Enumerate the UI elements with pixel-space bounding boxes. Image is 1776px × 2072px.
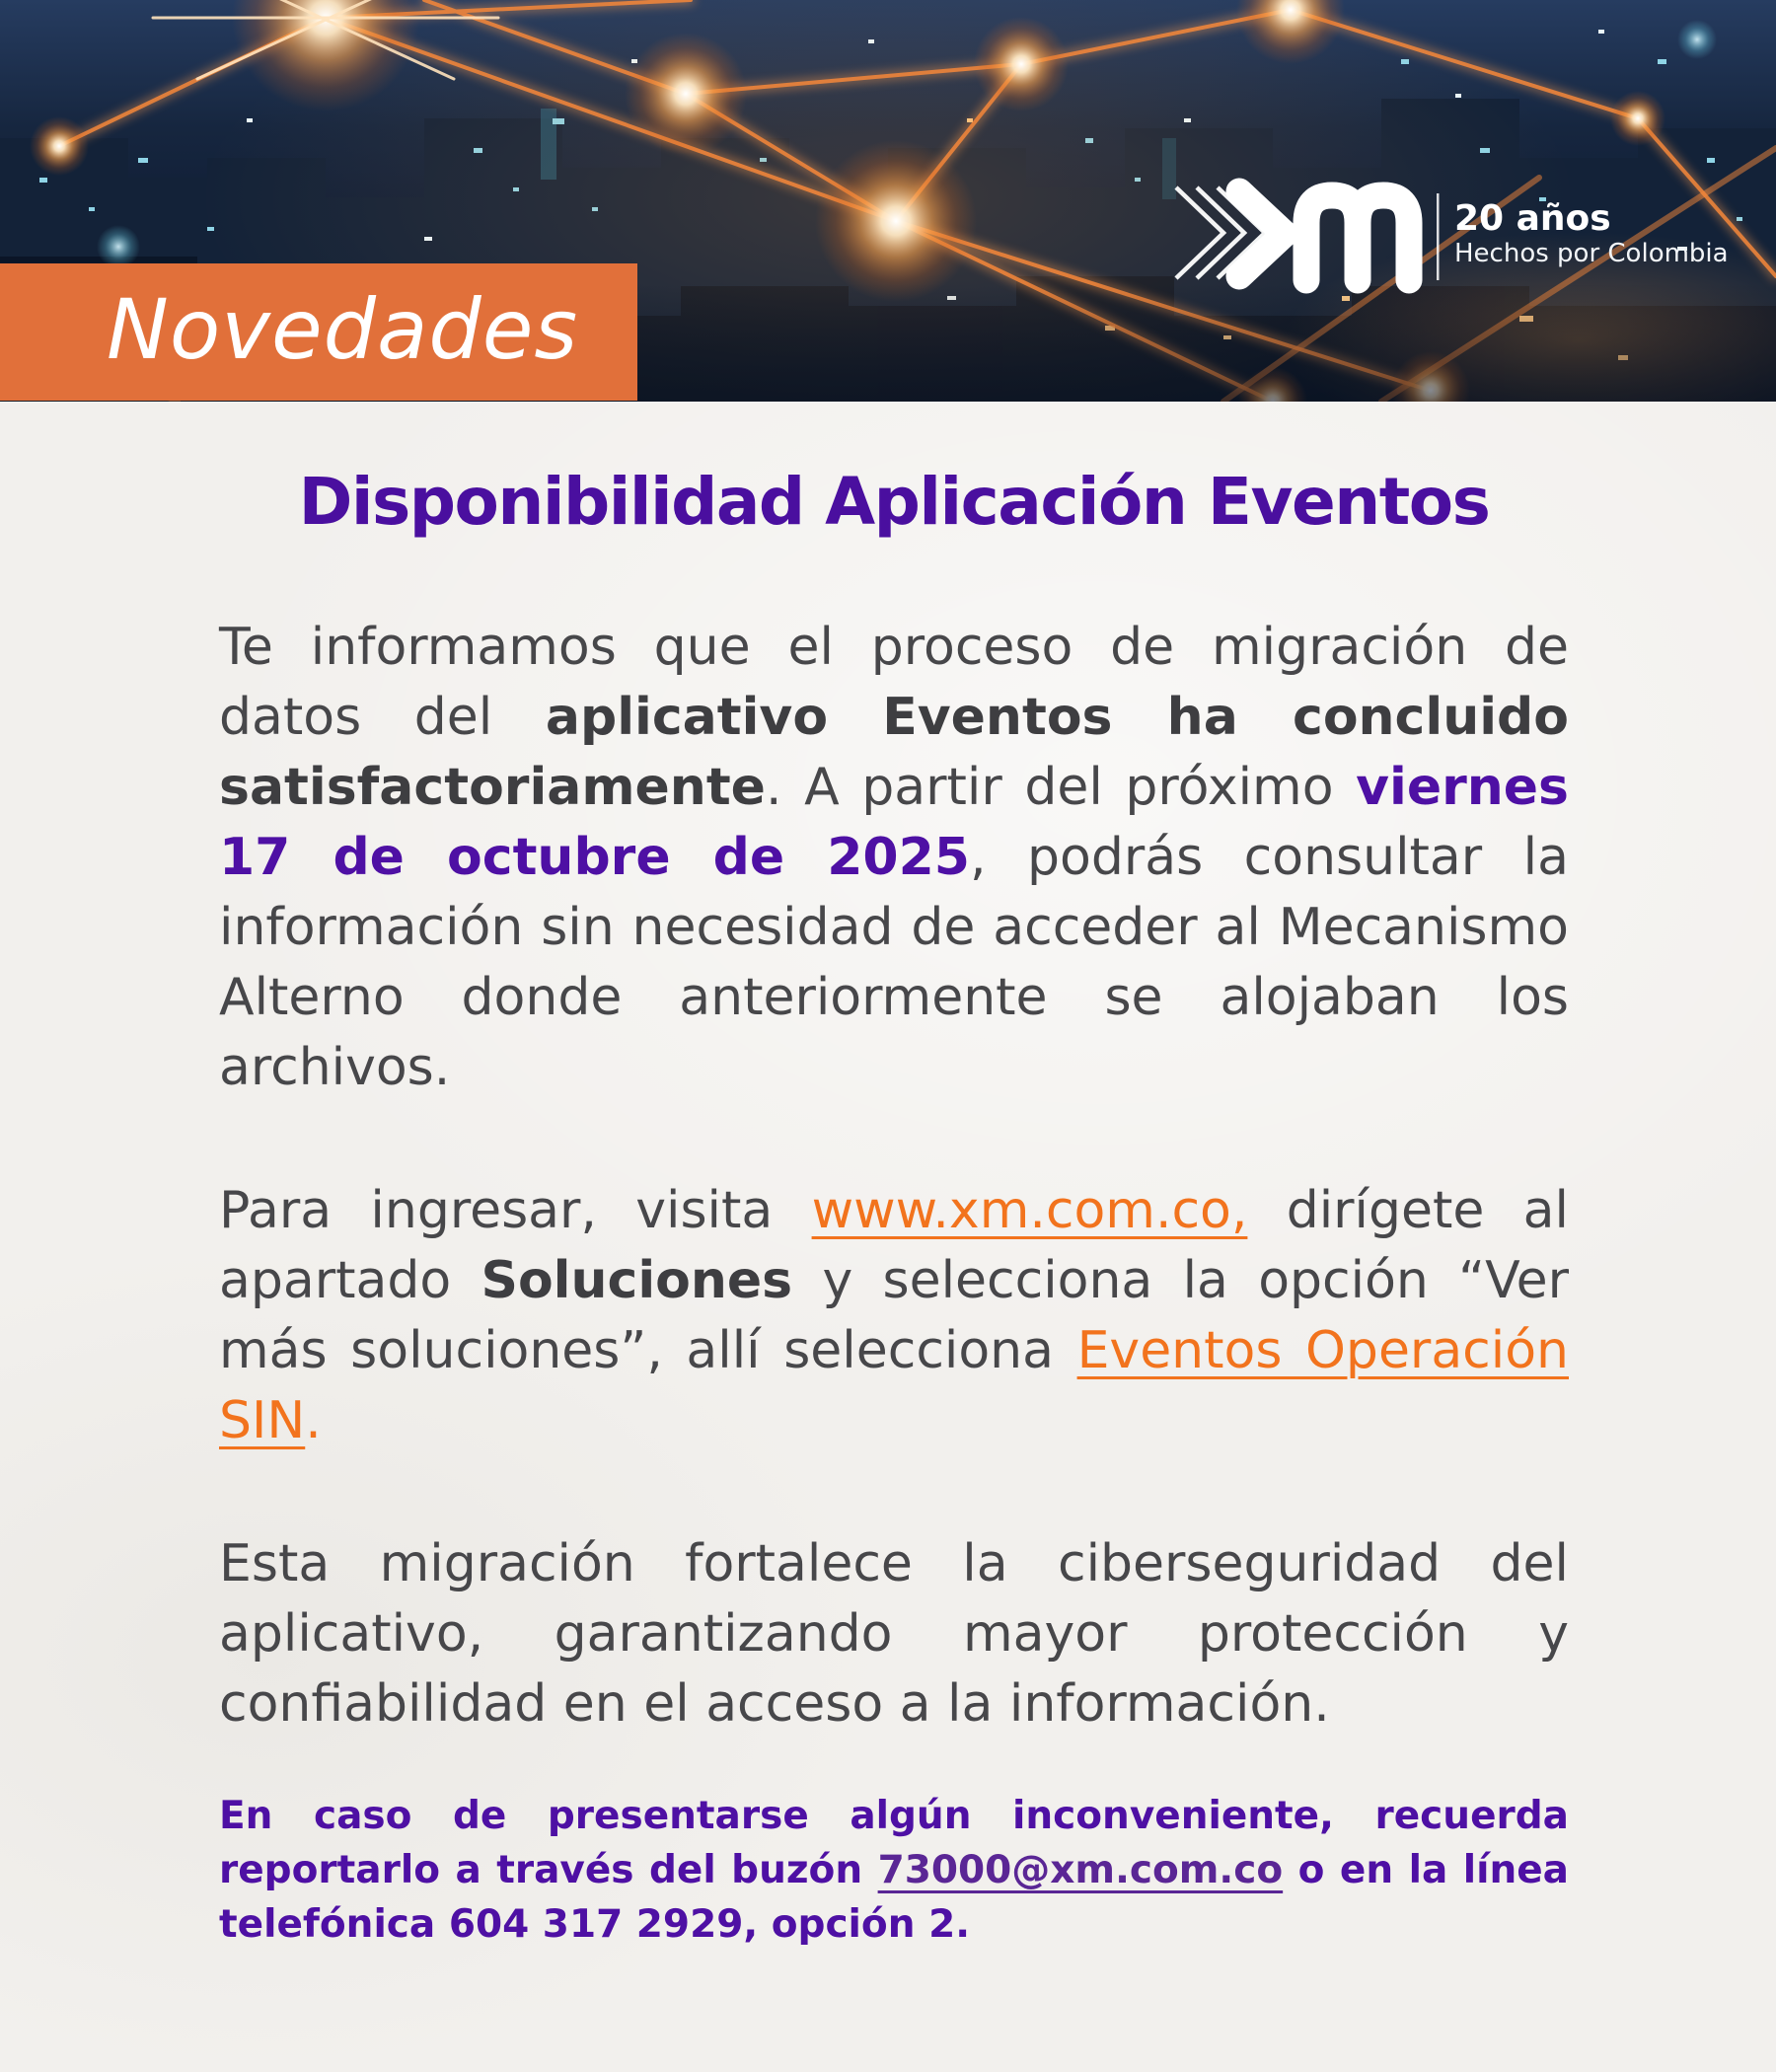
notice-paragraph [219, 1789, 1569, 1952]
logo-divider [1437, 193, 1440, 280]
text-segment: viernes 17 de octubre de 2025 [219, 757, 1569, 887]
page-title: Disponibilidad Aplicación Eventos [298, 464, 1490, 540]
text-segment: Esta migración fortalece la ciberseguridad del aplicativo, garantizando mayor protección y confiabilidad en el acceso a la información. [219, 1533, 1569, 1734]
text-segment: o en la línea telefónica 604 317 2929, opción 2. [219, 1847, 1569, 1947]
banner-label: Novedades [107, 280, 579, 378]
text-segment: . [305, 1390, 322, 1450]
link-buzon-email[interactable]: 73000@xm.com.co [877, 1847, 1284, 1892]
anniversary-text: 20 años [1454, 198, 1611, 239]
text-segment: , podrás consultar la información sin necesidad de acceder al Mecanismo Alterno donde anteriormente se alojaban los archivos. [219, 827, 1569, 1097]
text-segment: aplicativo Eventos ha concluido satisfactoriamente [219, 687, 1569, 817]
text-segment: En caso de presentarse algún inconveniente, recuerda reportarlo a través del buzón [219, 1793, 1569, 1892]
body-paragraph-2 [219, 1176, 1569, 1456]
header-photo [0, 0, 1776, 402]
text-segment: dirígete al apartado [219, 1180, 1569, 1310]
body-paragraph-1 [219, 613, 1569, 1103]
text-segment: Para ingresar, visita [219, 1180, 812, 1240]
link-xm-website[interactable]: www.xm.com.co, [811, 1180, 1248, 1240]
text-segment: . A partir del próximo [765, 757, 1357, 817]
text-segment: Te informamos que el proceso de migración de datos del [219, 617, 1569, 747]
article-body [0, 402, 1776, 1952]
text-segment: Soluciones [481, 1250, 793, 1310]
text-segment: y selecciona la opción “Ver más soluciones”, allí selecciona [219, 1250, 1569, 1380]
link-eventos-operacion-sin[interactable]: Eventos Operación SIN [219, 1320, 1569, 1450]
novedades-banner [0, 263, 637, 401]
tagline-text: Hechos por Colombia [1454, 239, 1729, 268]
body-paragraph-3 [219, 1529, 1569, 1739]
